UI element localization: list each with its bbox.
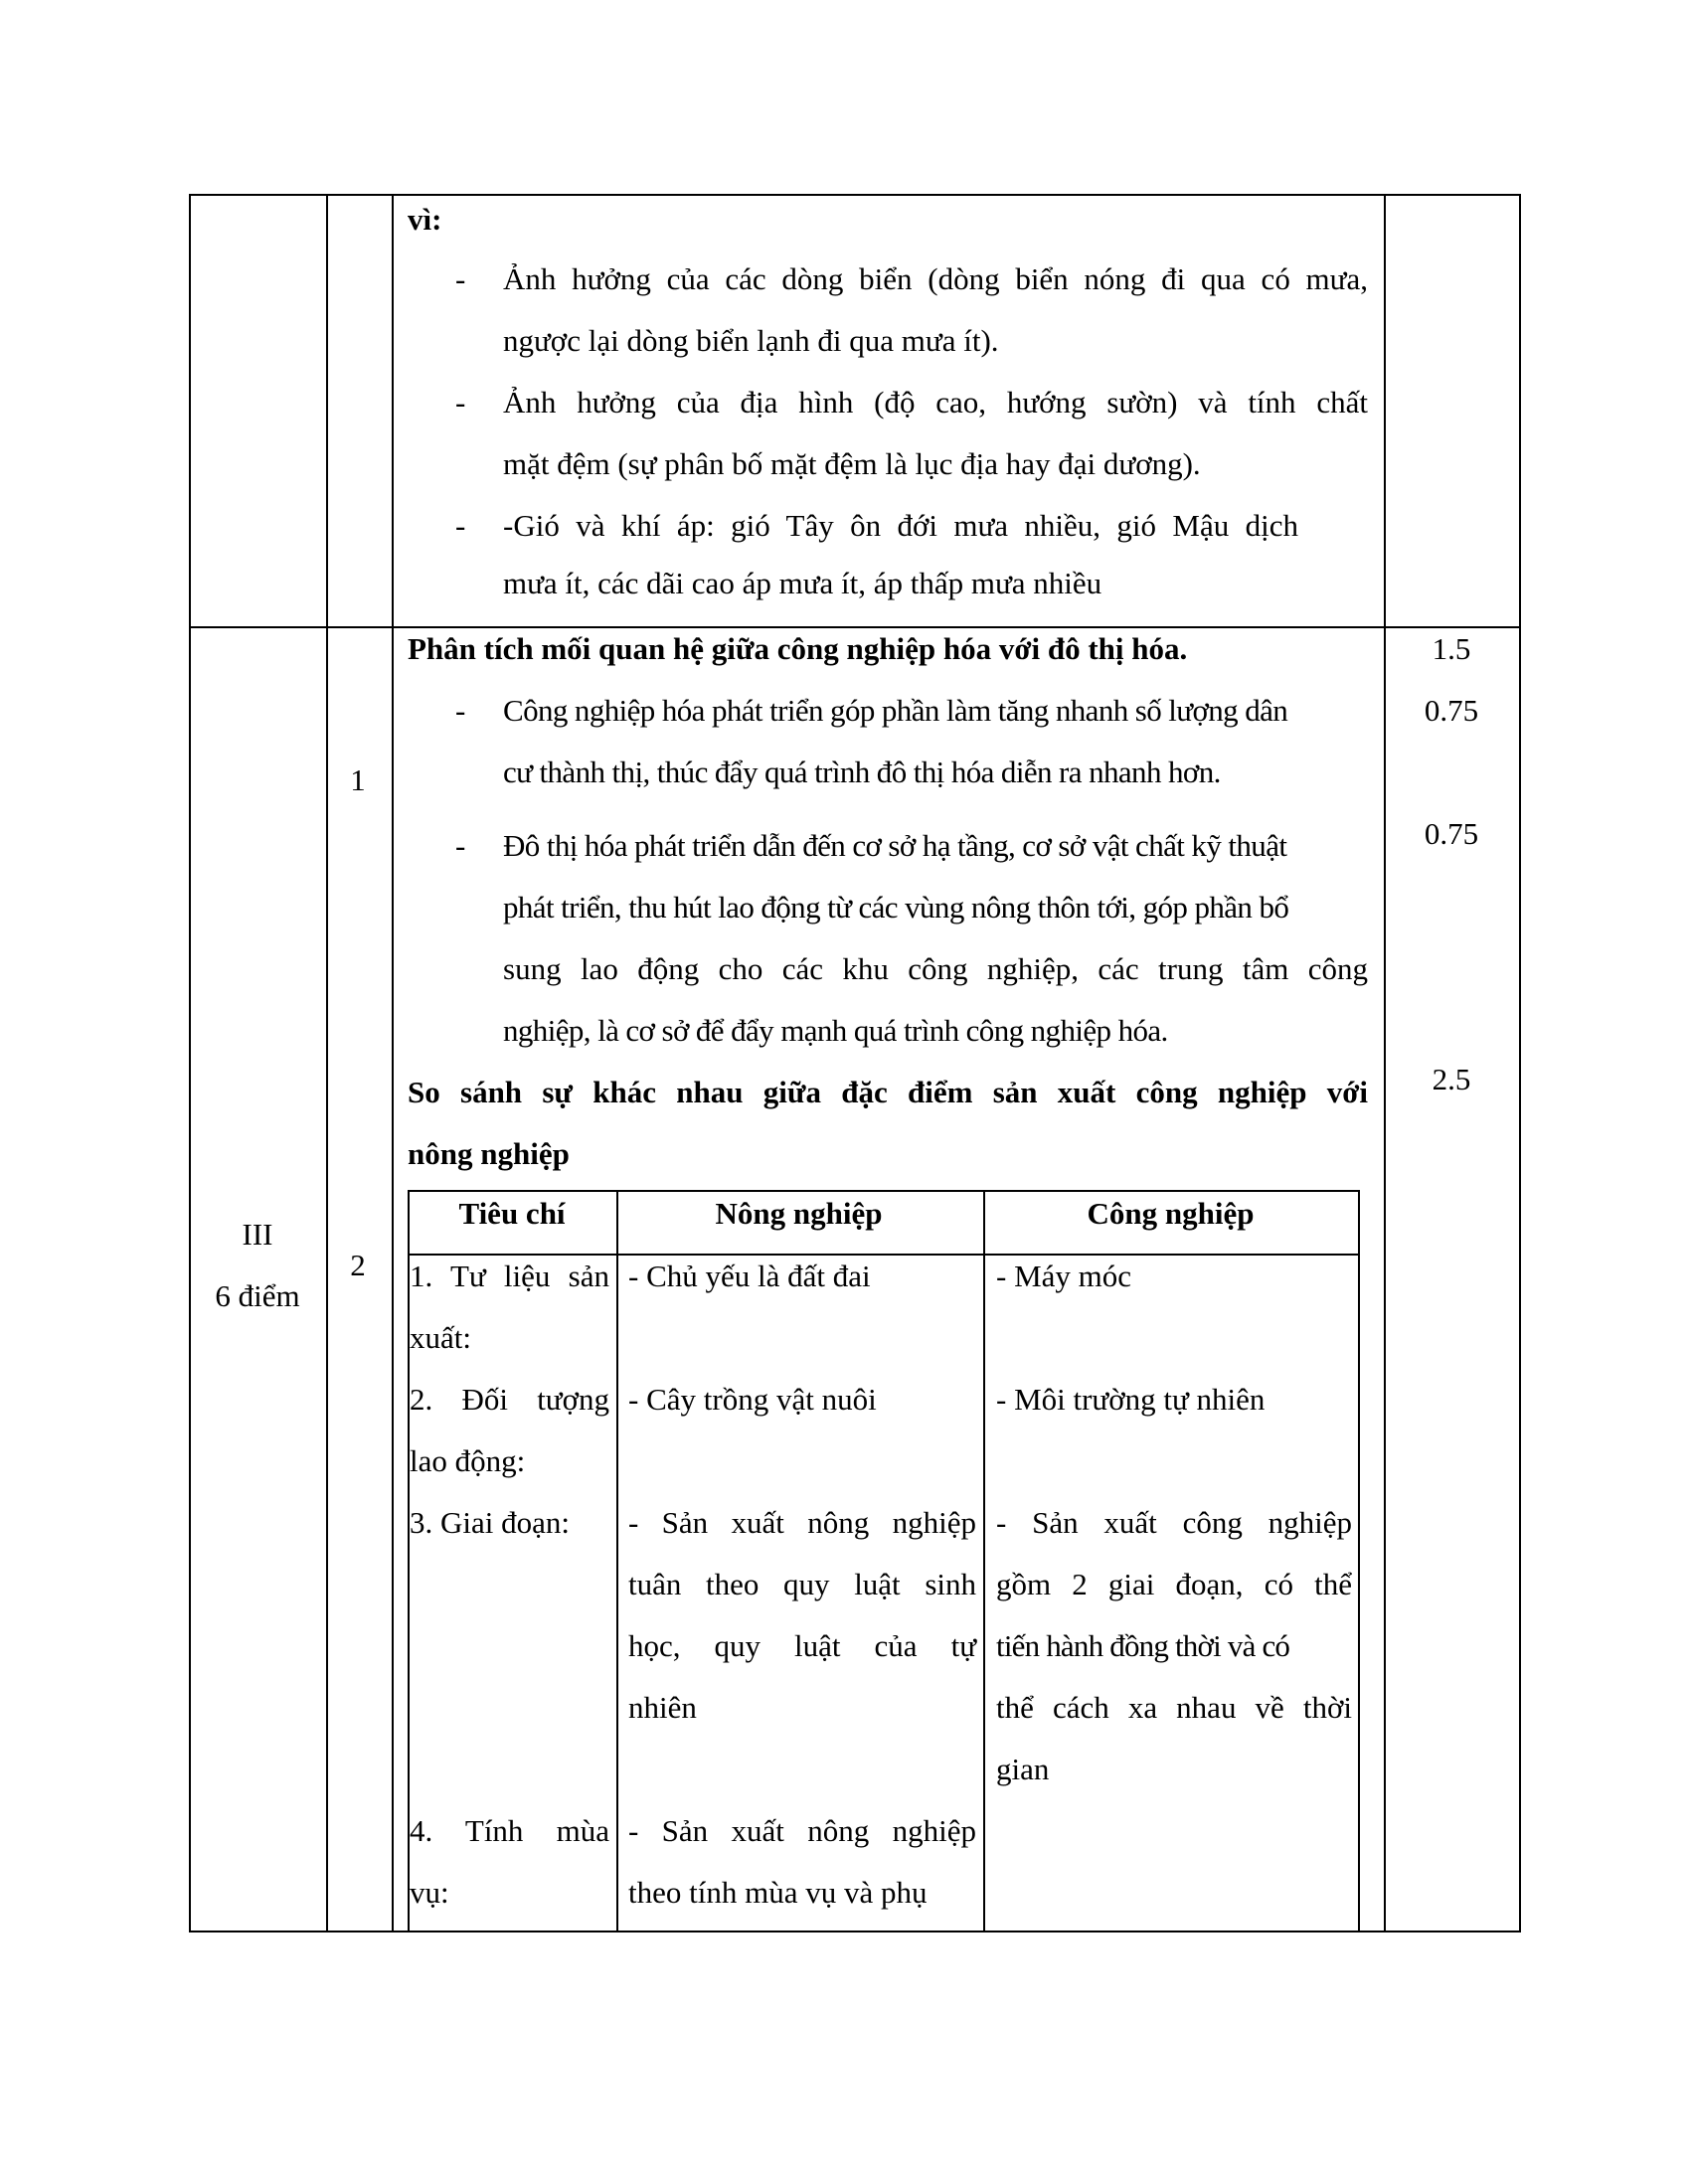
table-cell: tiến hành đồng thời và có: [996, 1628, 1290, 1663]
column-divider: [326, 196, 328, 1931]
table-cell: gian: [996, 1752, 1050, 1786]
column-divider: [616, 1192, 618, 1931]
bullet-line: cư thành thị, thúc đẩy quá trình đô thị hóa diễn ra nhanh hơn.: [503, 755, 1221, 789]
table-cell: lao động:: [410, 1443, 526, 1478]
bullet-line: ngược lại dòng biển lạnh đi qua mưa ít).: [503, 323, 999, 358]
table-cell: tuân theo quy luật sinh: [628, 1567, 976, 1601]
intro-text: vì:: [408, 202, 442, 237]
table-cell: vụ:: [410, 1875, 449, 1910]
score: 1.5: [1432, 631, 1471, 666]
column-divider: [983, 1192, 985, 1931]
bullet-line: Ảnh hưởng của các dòng biển (dòng biển nóng đi qua có mưa,: [503, 261, 1368, 296]
question-title: nông nghiệp: [408, 1136, 570, 1171]
table-cell: - Chủ yếu là đất đai: [628, 1259, 871, 1293]
section-points: 6 điểm: [215, 1278, 300, 1313]
question-title: So sánh sự khác nhau giữa đặc điểm sản xuất công nghiệp với: [408, 1075, 1368, 1109]
table-header: Tiêu chí: [458, 1196, 566, 1231]
table-cell: - Cây trồng vật nuôi: [628, 1382, 877, 1417]
question-title: Phân tích mối quan hệ giữa công nghiệp hóa với đô thị hóa.: [408, 631, 1188, 666]
table-cell: thể cách xa nhau về thời: [996, 1690, 1352, 1725]
section-label: III: [242, 1217, 273, 1252]
table-cell: theo tính mùa vụ và phụ: [628, 1875, 928, 1910]
bullet-line: sung lao động cho các khu công nghiệp, các trung tâm công: [503, 951, 1368, 986]
table-cell: - Máy móc: [996, 1259, 1132, 1293]
bullet-line: mưa ít, các dãi cao áp mưa ít, áp thấp mưa nhiều: [503, 566, 1102, 600]
table-header: Nông nghiệp: [715, 1196, 883, 1231]
score: 0.75: [1424, 816, 1479, 851]
question-number: 1: [350, 762, 366, 797]
bullet-dash: -: [455, 693, 466, 728]
bullet-line: mặt đệm (sự phân bố mặt đệm là lục địa hay đại dương).: [503, 446, 1201, 481]
bullet-line: Ảnh hưởng của địa hình (độ cao, hướng sườn) và tính chất: [503, 385, 1368, 420]
table-cell: 4. Tính mùa: [410, 1813, 609, 1848]
table-cell: - Sản xuất nông nghiệp: [628, 1813, 976, 1848]
bullet-line: nghiệp, là cơ sở để đẩy mạnh quá trình công nghiệp hóa.: [503, 1013, 1168, 1048]
bullet-line: Đô thị hóa phát triển dẫn đến cơ sở hạ tầng, cơ sở vật chất kỹ thuật: [503, 828, 1287, 863]
table-cell: 3. Giai đoạn:: [410, 1505, 570, 1540]
score: 0.75: [1424, 693, 1479, 728]
table-cell: nhiên: [628, 1690, 697, 1725]
table-cell: gồm 2 giai đoạn, có thể: [996, 1567, 1352, 1601]
score: 2.5: [1432, 1062, 1471, 1096]
table-cell: - Sản xuất nông nghiệp: [628, 1505, 976, 1540]
table-cell: học, quy luật của tự: [628, 1628, 976, 1663]
bullet-line: Công nghiệp hóa phát triển góp phần làm tăng nhanh số lượng dân: [503, 693, 1288, 728]
column-divider: [392, 196, 394, 1931]
question-number: 2: [350, 1248, 366, 1282]
table-cell: - Sản xuất công nghiệp: [996, 1505, 1352, 1540]
bullet-dash: -: [455, 385, 466, 420]
table-cell: - Môi trường tự nhiên: [996, 1382, 1266, 1417]
table-cell: 1. Tư liệu sản: [410, 1259, 609, 1293]
bullet-dash: -: [455, 508, 466, 543]
bullet-dash: -: [455, 261, 466, 296]
table-header: Công nghiệp: [1087, 1196, 1255, 1231]
bullet-line: phát triển, thu hút lao động từ các vùng nông thôn tới, góp phần bổ: [503, 890, 1289, 924]
table-cell: xuất:: [410, 1320, 471, 1355]
bullet-line: -Gió và khí áp: gió Tây ôn đới mưa nhiều, gió Mậu dịch: [503, 508, 1298, 543]
bullet-dash: -: [455, 828, 466, 863]
table-cell: 2. Đối tượng: [410, 1382, 609, 1417]
